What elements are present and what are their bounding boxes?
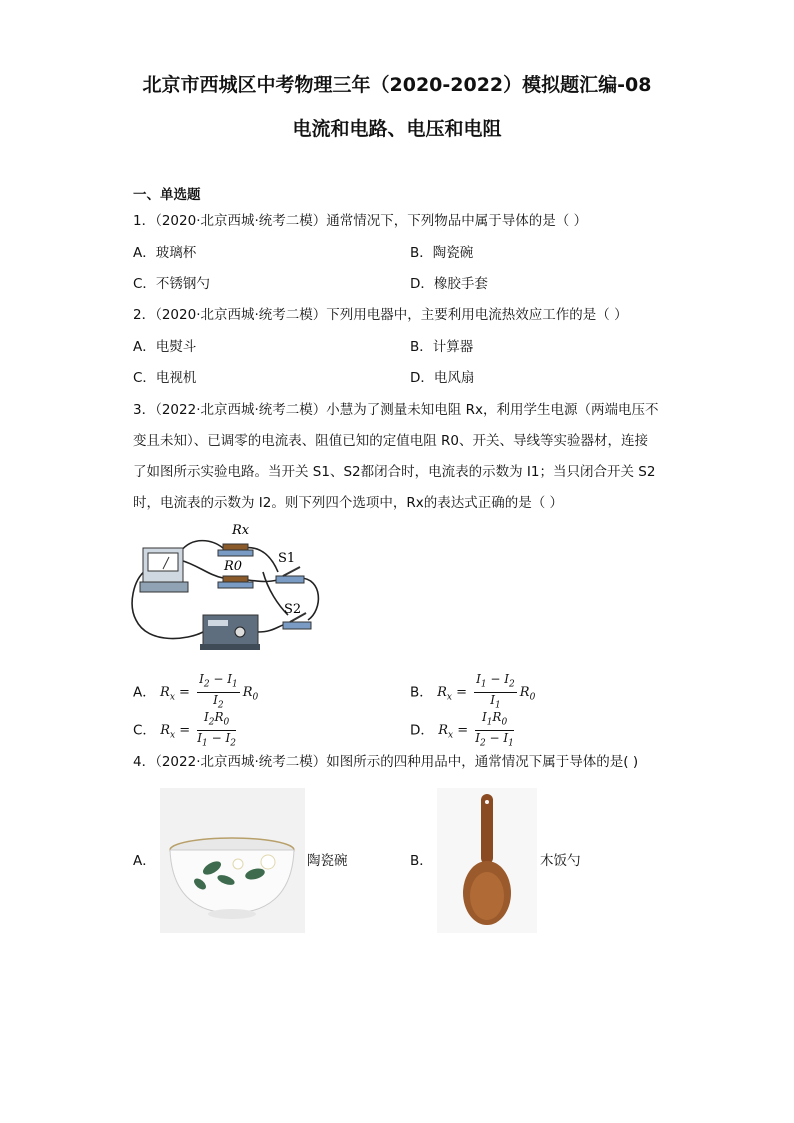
section-heading: 一、单选题	[133, 187, 201, 203]
label-s1: S1	[278, 551, 296, 566]
label-r0: R0	[224, 559, 243, 574]
q1-option-b: B．陶瓷碗	[410, 245, 474, 261]
q4-stem: 4．（2022·北京西城·统考二模）如图所示的四种用品中，通常情况下属于导体的是( )	[133, 754, 639, 770]
power-supply	[200, 615, 260, 650]
q2-stem: 2．（2020·北京西城·统考二模）下列用电器中，主要利用电流热效应工作的是（ ）	[133, 307, 628, 323]
resistor-r0	[218, 576, 253, 588]
ammeter	[140, 548, 188, 592]
q1-option-d: D．橡胶手套	[410, 276, 488, 292]
wooden-spoon-image	[437, 788, 537, 933]
q1-option-a: A．玻璃杯	[133, 245, 197, 261]
q3-option-d: D． $R_x$ = $\frac{I_1R_0}{I_2 - I_1}$	[410, 710, 514, 749]
q1-option-c: C．不锈钢勺	[133, 276, 210, 292]
q2-option-b: B．计算器	[410, 339, 474, 355]
switch-s1	[276, 567, 304, 583]
q2-option-d: D．电风扇	[410, 370, 475, 386]
q3-option-a: A． $R_x$ = $\frac{I_2 - I_1}{I_2}$ $R_0$	[133, 672, 259, 711]
q2-option-c: C．电视机	[133, 370, 197, 386]
q3-stem-line-1: 3．（2022·北京西城·统考二模）小慧为了测量未知电阻 Rx，利用学生电源（两端电压不	[133, 402, 659, 418]
q4-option-a-label: A．	[133, 853, 156, 869]
q4-option-b-text: 木饭勺	[540, 853, 581, 869]
q4-option-a-text: 陶瓷碗	[307, 853, 348, 869]
q3-option-c: C． $R_x$ = $\frac{I_2R_0}{I_1 - I_2}$	[133, 710, 236, 749]
ceramic-bowl-image	[160, 788, 305, 933]
q3-stem-line-3: 了如图所示实验电路。当开关 S1、S2都闭合时，电流表的示数为 I1；当只闭合开关 S2	[133, 464, 656, 480]
label-rx: Rx	[232, 523, 250, 538]
q2-option-a: A．电熨斗	[133, 339, 197, 355]
document-title-line-1: 北京市西城区中考物理三年（2020-2022）模拟题汇编-08	[142, 74, 652, 96]
q1-stem: 1．（2020·北京西城·统考二模）通常情况下，下列物品中属于导体的是（ ）	[133, 213, 588, 229]
label-s2: S2	[284, 602, 302, 617]
q3-stem-line-2: 变且未知）、已调零的电流表、阻值已知的定值电阻 R0、开关、导线等实验器材，连接	[133, 433, 649, 449]
q4-option-b-label: B．	[410, 853, 433, 869]
q3-option-b-label: B．	[410, 684, 433, 701]
circuit-diagram	[128, 520, 328, 655]
q3-option-b: B． $R_x$ = $\frac{I_1 - I_2}{I_1}$ $R_0$	[410, 672, 536, 711]
q3-option-a-label: A．	[133, 684, 156, 701]
document-title-line-2: 电流和电路、电压和电阻	[292, 118, 502, 140]
q3-stem-line-4: 时，电流表的示数为 I2。则下列四个选项中，Rx的表达式正确的是（ ）	[133, 495, 564, 511]
q3-option-c-label: C．	[133, 722, 156, 739]
q3-option-d-label: D．	[410, 722, 434, 739]
resistor-rx	[218, 544, 253, 556]
